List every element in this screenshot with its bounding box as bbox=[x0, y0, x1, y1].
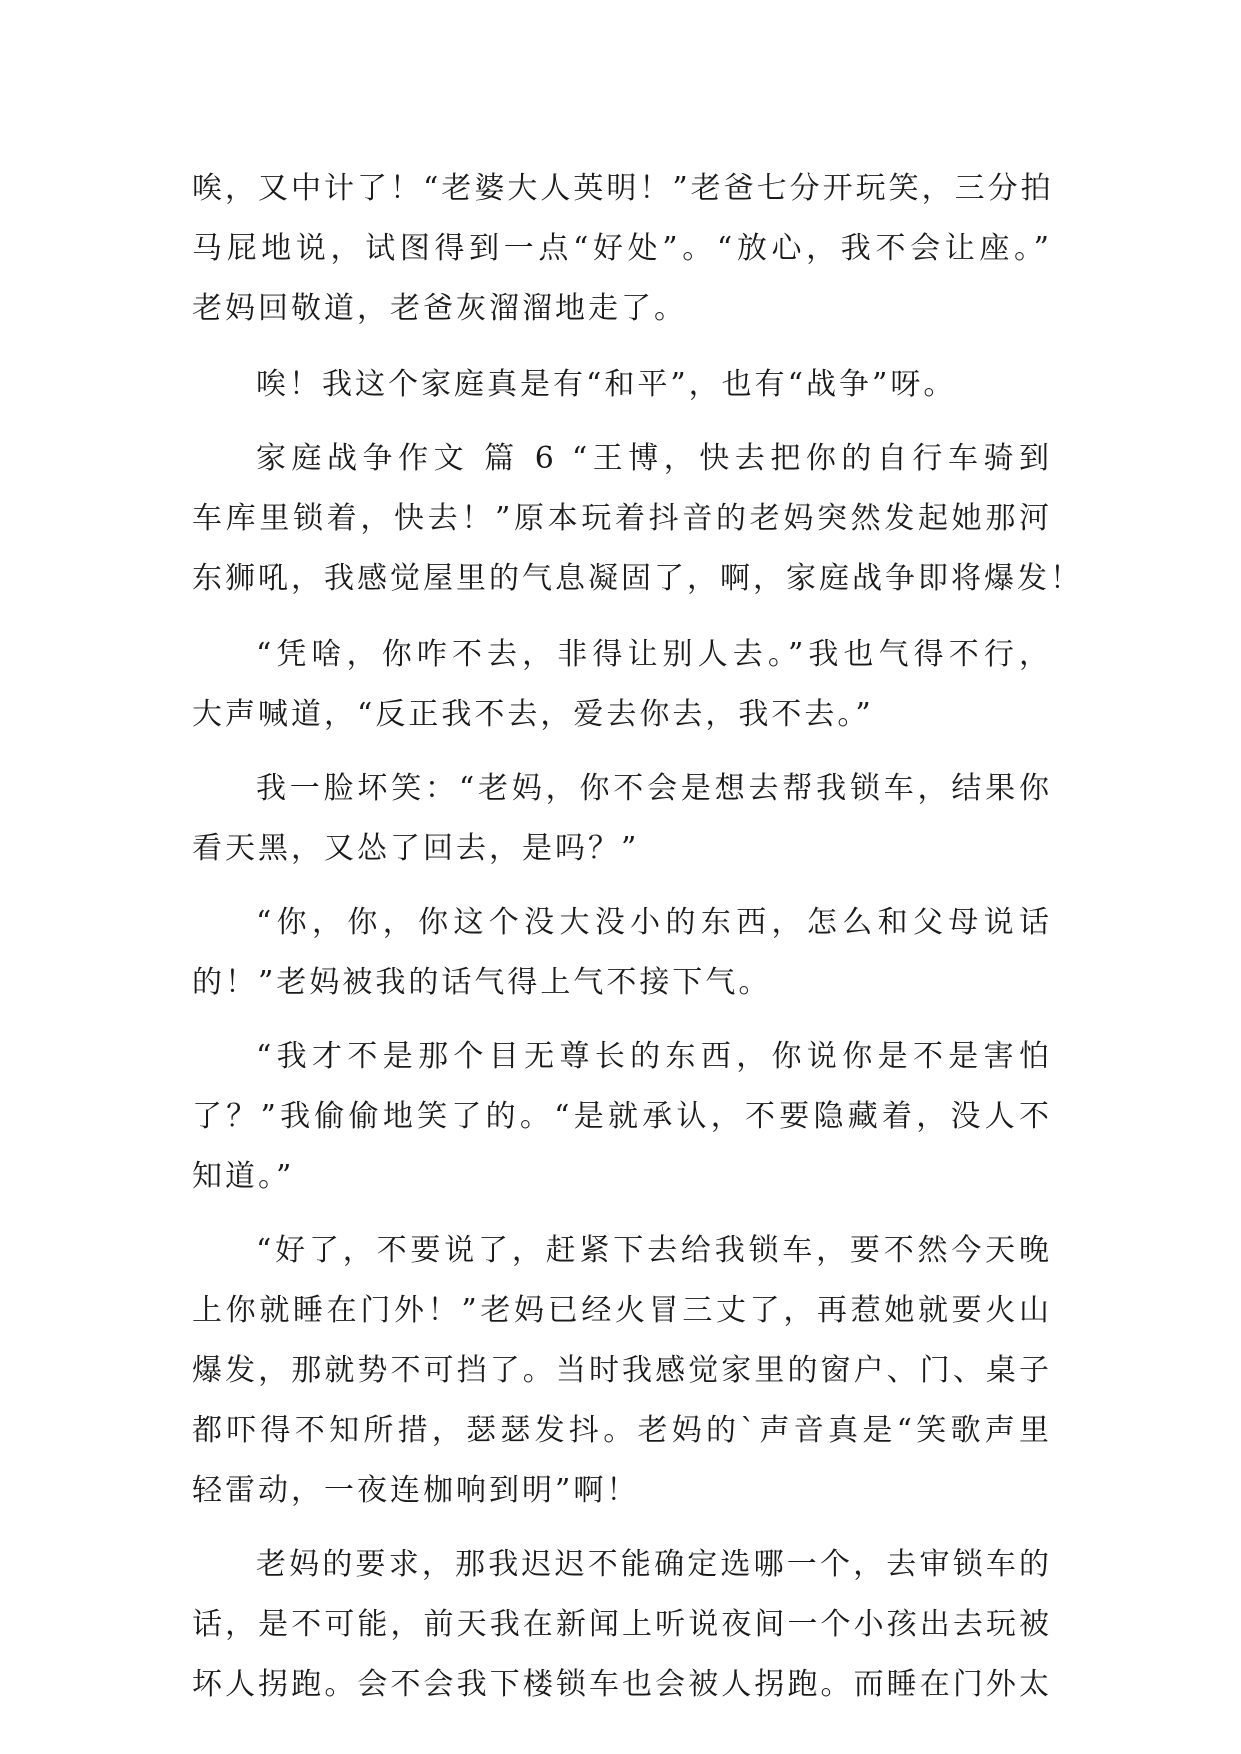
text-line-21: 轻雷动，一夜连枷响到明”啊！ bbox=[192, 1473, 640, 1508]
text-line-1: 唉，又中计了！“老婆大人英明！”老爸七分开玩笑，三分拍 bbox=[192, 171, 1054, 206]
text-line-3: 老妈回敬道，老爸灰溜溜地走了。 bbox=[192, 291, 687, 326]
text-line-9: 大声喊道，“反正我不去，爱去你去，我不去。” bbox=[192, 697, 874, 732]
document-page bbox=[192, 160, 1083, 1702]
text-line-17: “好了，不要说了，赶紧下去给我锁车，要不然今天晚 bbox=[256, 1233, 1052, 1268]
text-line-16: 知道。” bbox=[192, 1159, 295, 1194]
text-line-18: 上你就睡在门外！”老妈已经火冒三丈了，再惹她就要火山 bbox=[192, 1293, 1052, 1328]
text-line-13: 的！”老妈被我的话气得上气不接下气。 bbox=[192, 965, 772, 1000]
text-line-23: 话，是不可能，前天我在新闻上听说夜间一个小孩出去玩被 bbox=[192, 1607, 1052, 1642]
text-line-12: “你，你，你这个没大没小的东西，怎么和父母说话 bbox=[256, 905, 1052, 940]
text-line-14: “我才不是那个目无尊长的东西，你说你是不是害怕 bbox=[256, 1039, 1052, 1074]
text-line-22: 老妈的要求，那我迟迟不能确定选哪一个，去审锁车的 bbox=[256, 1547, 1052, 1582]
text-line-10: 我一脸坏笑：“老妈，你不会是想去帮我锁车，结果你 bbox=[256, 771, 1052, 806]
text-line-24: 坏人拐跑。会不会我下楼锁车也会被人拐跑。而睡在门外太 bbox=[192, 1667, 1052, 1702]
text-line-8: “凭啥，你咋不去，非得让别人去。”我也气得不行， bbox=[256, 637, 1052, 672]
text-line-7: 东狮吼，我感觉屋里的气息凝固了，啊，家庭战争即将爆发！ bbox=[192, 561, 1083, 596]
text-line-2: 马屁地说，试图得到一点“好处”。“放心，我不会让座。” bbox=[192, 231, 1052, 266]
text-line-20: 都吓得不知所措，瑟瑟发抖。老妈的`声音真是“笑歌声里 bbox=[192, 1413, 1052, 1448]
text-line-6: 车库里锁着，快去！”原本玩着抖音的老妈突然发起她那河 bbox=[192, 501, 1052, 536]
text-line-19: 爆发，那就势不可挡了。当时我感觉家里的窗户、门、桌子 bbox=[192, 1353, 1052, 1388]
text-line-11: 看天黑，又怂了回去，是吗？” bbox=[192, 831, 640, 866]
section-heading-line: 家庭战争作文 篇 6 “王博，快去把你的自行车骑到 bbox=[256, 441, 1052, 476]
text-line-15: 了？”我偷偷地笑了的。“是就承认，不要隐藏着，没人不 bbox=[192, 1099, 1052, 1134]
text-line-4: 唉！我这个家庭真是有“和平”，也有“战争”呀。 bbox=[256, 367, 957, 402]
